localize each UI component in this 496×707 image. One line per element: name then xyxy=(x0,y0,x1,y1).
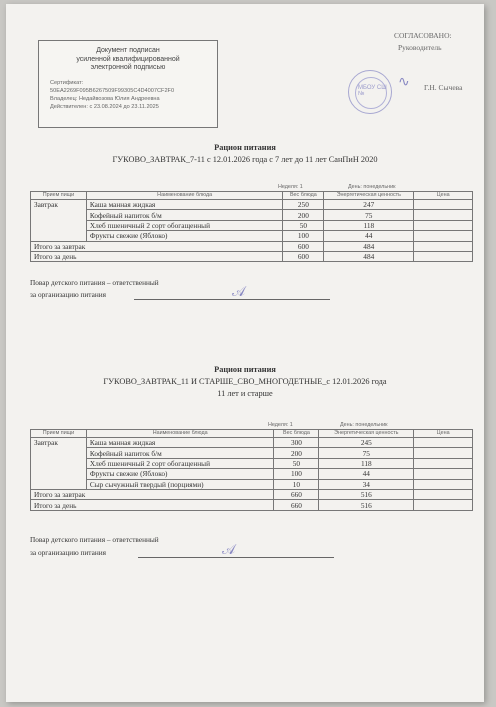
total-meal-energy: 484 xyxy=(324,241,414,251)
dish-name: Каша манная жидкая xyxy=(86,200,283,210)
section1-subheading: ГУКОВО_ЗАВТРАК_7-11 с 12.01.2026 года с 7 лет до 11 лет СанПиН 2020 xyxy=(112,155,378,164)
column-header: Энергетическая ценность xyxy=(324,192,414,200)
table-row xyxy=(31,200,473,210)
signature-title-line: электронной подписью xyxy=(90,64,166,71)
certificate-owner: Владелец: Недайвозова Юлия Андреевна xyxy=(50,96,160,102)
section2-heading: Рацион питания xyxy=(214,365,276,374)
dish-weight: 250 xyxy=(283,200,324,210)
cook-signature-icon: 𝒜 xyxy=(222,542,236,558)
column-header: Вес блюда xyxy=(283,192,324,200)
dish-weight: 200 xyxy=(283,210,324,220)
certificate-label: Сертификат: xyxy=(50,80,84,86)
total-meal-row xyxy=(31,489,473,499)
director-signature-icon: ∿ xyxy=(398,74,410,90)
dish-price xyxy=(414,210,473,220)
organization-stamp xyxy=(348,70,392,114)
total-meal-weight: 600 xyxy=(283,241,324,251)
dish-energy: 118 xyxy=(324,220,414,230)
dish-energy: 44 xyxy=(324,231,414,241)
total-day-row xyxy=(31,251,473,261)
table-row xyxy=(31,438,473,448)
signature-line xyxy=(138,557,334,558)
dish-energy: 245 xyxy=(319,438,414,448)
dish-name: Фрукты свежие (Яблоко) xyxy=(86,231,283,241)
total-day-energy: 516 xyxy=(319,500,414,510)
table-row xyxy=(31,479,473,489)
dish-name: Фрукты свежие (Яблоко) xyxy=(86,469,274,479)
dish-energy: 247 xyxy=(324,200,414,210)
total-day-label: Итого за день xyxy=(31,251,283,261)
section1-menu-table xyxy=(30,191,473,262)
total-day-label: Итого за день xyxy=(31,500,274,510)
dish-weight: 50 xyxy=(283,220,324,230)
approval-position: Руководитель xyxy=(398,43,442,52)
section2-day: День: понедельник xyxy=(340,422,388,428)
column-header: Наименование блюда xyxy=(86,430,274,438)
document-page xyxy=(6,4,484,702)
dish-name: Кофейный напиток б/м xyxy=(86,210,283,220)
table-header-row xyxy=(31,430,473,438)
certificate-value: 50EA2269F095B6267509F99305C4D4007CF2F0 xyxy=(50,88,175,94)
dish-price xyxy=(414,231,473,241)
table-header-row xyxy=(31,192,473,200)
column-header: Энергетическая ценность xyxy=(319,430,414,438)
section2-subheading-age: 11 лет и старше xyxy=(217,389,273,398)
total-meal-weight: 660 xyxy=(274,489,319,499)
section2-week: Неделя: 1 xyxy=(268,422,293,428)
column-header: Цена xyxy=(414,192,473,200)
section1-day: День: понедельник xyxy=(348,184,396,190)
table-row xyxy=(31,231,473,241)
section2-subheading: ГУКОВО_ЗАВТРАК_11 И СТАРШЕ_СВО_МНОГОДЕТНЫЕ_с 12.01.2026 года xyxy=(103,377,387,386)
meal-cell: Завтрак xyxy=(31,200,87,242)
column-header: Цена xyxy=(414,430,473,438)
table-row xyxy=(31,220,473,230)
certificate-validity: Действителен: с 23.08.2024 до 23.11.2025 xyxy=(50,104,159,110)
column-header: Прием пищи xyxy=(31,192,87,200)
dish-energy: 75 xyxy=(319,448,414,458)
dish-weight: 50 xyxy=(274,458,319,468)
dish-price xyxy=(414,469,473,479)
dish-weight: 300 xyxy=(274,438,319,448)
section1-footer-cook: Повар детского питания – ответственный xyxy=(30,278,159,287)
table-row xyxy=(31,210,473,220)
dish-price xyxy=(414,438,473,448)
section2-menu-table xyxy=(30,429,473,511)
meal-cell: Завтрак xyxy=(31,438,87,490)
dish-name: Хлеб пшеничный 2 сорт обогащенный xyxy=(86,458,274,468)
total-meal-label: Итого за завтрак xyxy=(31,489,274,499)
approval-name: Г.Н. Сычева xyxy=(424,83,463,92)
section1-footer-responsible: за организацию питания xyxy=(30,290,106,299)
dish-energy: 75 xyxy=(324,210,414,220)
table-row xyxy=(31,469,473,479)
total-day-energy: 484 xyxy=(324,251,414,261)
dish-price xyxy=(414,220,473,230)
total-day-weight: 660 xyxy=(274,500,319,510)
signature-title-line: усиленной квалифицированной xyxy=(76,55,180,63)
dish-energy: 118 xyxy=(319,458,414,468)
total-day-price xyxy=(414,251,473,261)
section1-heading: Рацион питания xyxy=(214,143,276,152)
signature-title xyxy=(39,47,217,73)
dish-weight: 10 xyxy=(274,479,319,489)
dish-energy: 34 xyxy=(319,479,414,489)
stamp-text: МБОУ СШ № xyxy=(358,85,387,97)
column-header: Наименование блюда xyxy=(86,192,283,200)
column-header: Прием пищи xyxy=(31,430,87,438)
approval-heading: СОГЛАСОВАНО: xyxy=(394,31,452,40)
electronic-signature-box xyxy=(38,40,218,128)
table-row xyxy=(31,458,473,468)
total-meal-price xyxy=(414,241,473,251)
total-meal-price xyxy=(414,489,473,499)
dish-price xyxy=(414,448,473,458)
total-meal-energy: 516 xyxy=(319,489,414,499)
table-row xyxy=(31,448,473,458)
dish-name: Каша манная жидкая xyxy=(86,438,274,448)
signature-title-line: Документ подписан xyxy=(96,47,160,54)
dish-energy: 44 xyxy=(319,469,414,479)
section1-week: Неделя: 1 xyxy=(278,184,303,190)
total-day-row xyxy=(31,500,473,510)
section2-footer-responsible: за организацию питания xyxy=(30,548,106,557)
cook-signature-icon: 𝒜 xyxy=(232,284,246,300)
dish-price xyxy=(414,479,473,489)
column-header: Вес блюда xyxy=(274,430,319,438)
total-meal-label: Итого за завтрак xyxy=(31,241,283,251)
dish-weight: 200 xyxy=(274,448,319,458)
total-meal-row xyxy=(31,241,473,251)
total-day-weight: 600 xyxy=(283,251,324,261)
dish-name: Кофейный напиток б/м xyxy=(86,448,274,458)
section2-footer-cook: Повар детского питания – ответственный xyxy=(30,535,159,544)
dish-weight: 100 xyxy=(283,231,324,241)
dish-price xyxy=(414,200,473,210)
dish-weight: 100 xyxy=(274,469,319,479)
dish-price xyxy=(414,458,473,468)
dish-name: Хлеб пшеничный 2 сорт обогащенный xyxy=(86,220,283,230)
dish-name: Сыр сычужный твердый (порциями) xyxy=(86,479,274,489)
total-day-price xyxy=(414,500,473,510)
